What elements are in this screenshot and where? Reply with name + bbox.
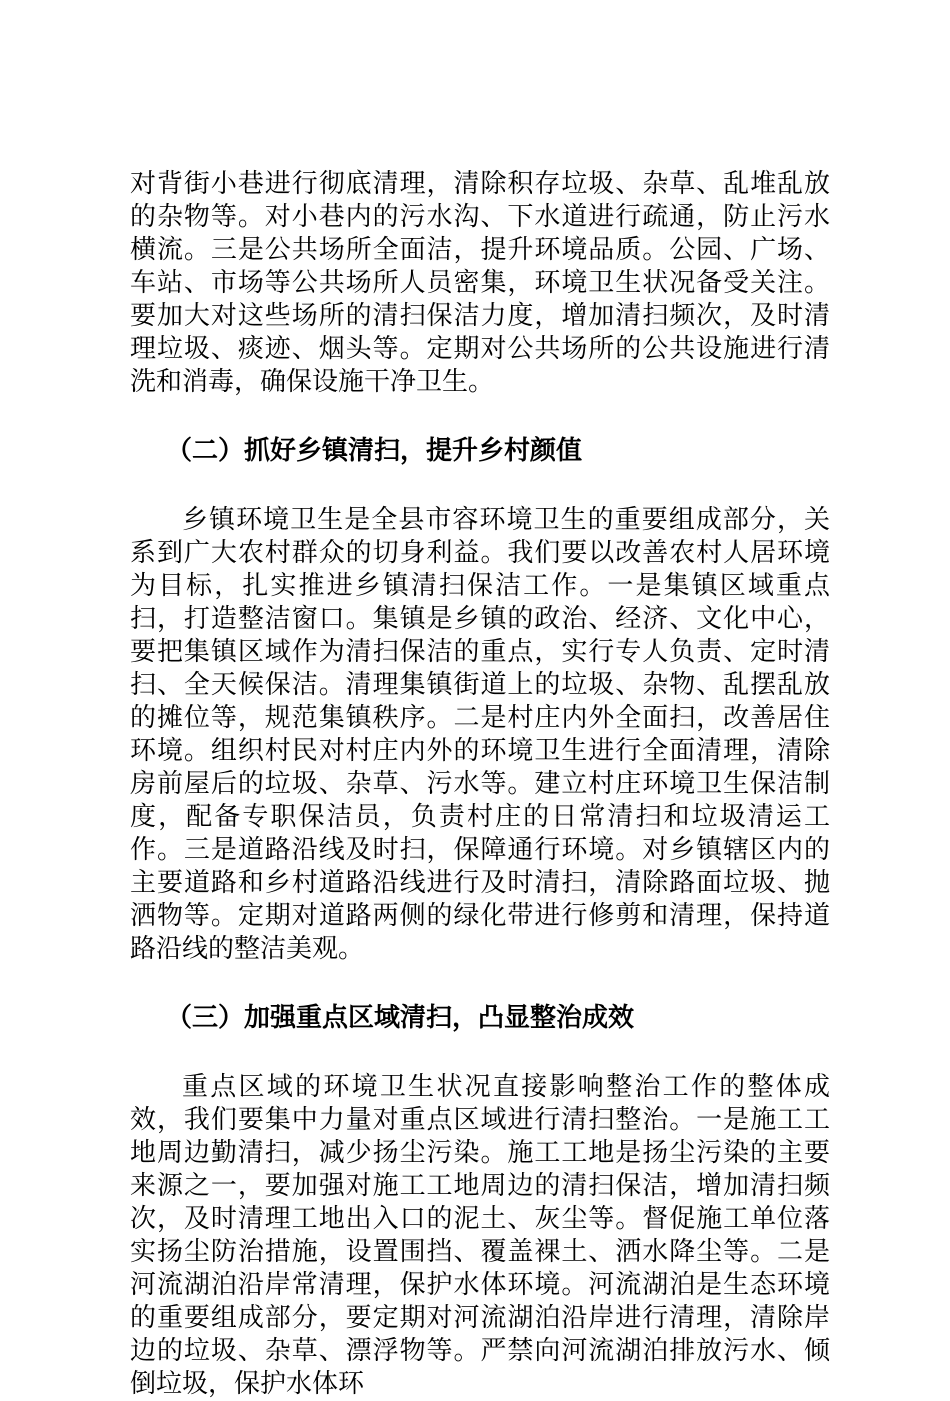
paragraph-continued: 对背街小巷进行彻底清理，清除积存垃圾、杂草、乱堆乱放的杂物等。对小巷内的污水沟、下水道进行疏通，防止污水横流。三是公共场所全面洁，提升环境品质。公园、广场、车站、市场等公共场所人员密集，环境卫生状况备受关注。要加大对这些场所的清扫保洁力度，增加清扫频次，及时清理垃圾、痰迹、烟头等。定期对公共场所的公共设施进行清洗和消毒，确保设施干净卫生。: [130, 169, 830, 397]
document-page: [130, 168, 830, 1401]
section-heading-2: （二）抓好乡镇清扫，提升乡村颜值: [166, 436, 583, 466]
section-heading-3: （三）加强重点区域清扫，凸显整治成效: [166, 1003, 635, 1033]
paragraph-2: 乡镇环境卫生是全县市容环境卫生的重要组成部分，关系到广大农村群众的切身利益。我们要以改善农村人居环境为目标，扎实推进乡镇清扫保洁工作。一是集镇区域重点扫，打造整洁窗口。集镇是乡镇的政治、经济、文化中心，要把集镇区域作为清扫保洁的重点，实行专人负责、定时清扫、全天候保洁。清理集镇街道上的垃圾、杂物、乱摆乱放的摊位等，规范集镇秩序。二是村庄内外全面扫，改善居住环境。组织村民对村庄内外的环境卫生进行全面清理，清除房前屋后的垃圾、杂草、污水等。建立村庄环境卫生保洁制度，配备专职保洁员，负责村庄的日常清扫和垃圾清运工作。三是道路沿线及时扫，保障通行环境。对乡镇辖区内的主要道路和乡村道路沿线进行及时清扫，清除路面垃圾、抛洒物等。定期对道路两侧的绿化带进行修剪和清理，保持道路沿线的整洁美观。: [130, 505, 830, 964]
paragraph-3: 重点区域的环境卫生状况直接影响整治工作的整体成效，我们要集中力量对重点区域进行清扫整治。一是施工工地周边勤清扫，减少扬尘污染。施工工地是扬尘污染的主要来源之一，要加强对施工工地周边的清扫保洁，增加清扫频次，及时清理工地出入口的泥土、灰尘等。督促施工单位落实扬尘防治措施，设置围挡、覆盖裸土、洒水降尘等。二是河流湖泊沿岸常清理，保护水体环境。河流湖泊是生态环境的重要组成部分，要定期对河流湖泊沿岸进行清理，清除岸边的垃圾、杂草、漂浮物等。严禁向河流湖泊排放污水、倾倒垃圾，保护水体环: [130, 1072, 830, 1399]
